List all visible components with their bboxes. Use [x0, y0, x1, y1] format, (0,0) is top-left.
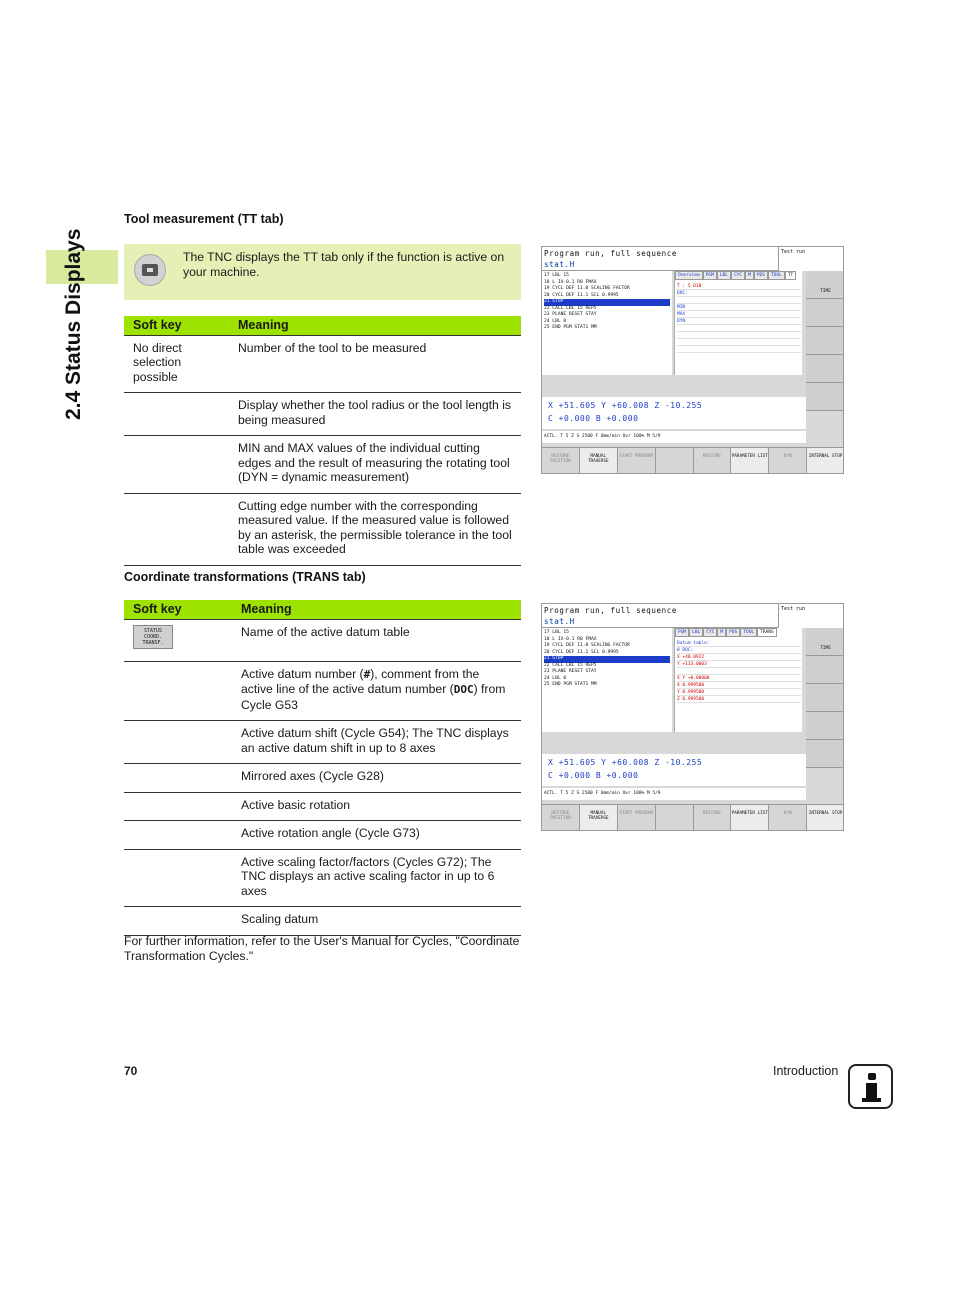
status-panel [674, 271, 802, 375]
softkey-parameter-list: PARAMETER LIST [731, 805, 769, 831]
program-line: 17 LBL 15 [544, 273, 569, 278]
program-line: 24 LBL 0 [544, 675, 567, 681]
screen-title-line2: stat.H [544, 617, 575, 626]
program-line: 18 L IX-0.1 R0 FMAX [544, 279, 597, 285]
chapter-name: Introduction [773, 1064, 839, 1078]
program-line-active: 21 STOP [544, 656, 670, 663]
softkey-cell [124, 436, 229, 494]
program-listing [542, 271, 672, 375]
tnc-screen-tt [541, 246, 844, 474]
softkey-restore-position: RESTORE POSITION [542, 448, 580, 474]
side-softkey-time: TIME [806, 271, 844, 299]
softkey-restore-position: RESTORE POSITION [542, 805, 580, 831]
meaning-cell: Active datum shift (Cycle G54); The TNC displays an active datum shift in up to 8 axes [232, 721, 521, 764]
softkey-cell [124, 764, 232, 793]
table-row [124, 821, 521, 850]
further-info-text: For further information, refer to the User's Manual for Cycles, "Coordinate Transformation Cycles." [124, 934, 520, 963]
meaning-cell: Name of the active datum table [232, 619, 521, 661]
program-line: 22 CALL LBL 15 REP5 [544, 305, 597, 311]
program-line-active: 21 STOP [544, 299, 670, 306]
program-line: 18 L IX-0.1 R0 FMAX [544, 636, 597, 642]
softkey-cell [124, 821, 232, 850]
softkey-blank [656, 805, 694, 831]
grid-row: 0 DOC: [677, 647, 801, 654]
tab-lbl: LBL [689, 628, 703, 637]
program-line: 17 LBL 15 [544, 630, 569, 635]
actual-values-bar: ACTL. T 5 Z S 2500 F 0mm/min Ovr 100% M 5/9 [542, 431, 806, 443]
table-row [124, 849, 521, 907]
side-softkey [806, 383, 844, 411]
position-line: C +0.000 B +0.000 [548, 414, 639, 423]
actual-values-bar: ACTL. T 5 Z S 2500 F 0mm/min Ovr 100% M 5/9 [542, 788, 806, 800]
position-line: C +0.000 B +0.000 [548, 771, 639, 780]
program-line: 19 CYCL DEF 11.0 SCALING FACTOR [544, 286, 630, 291]
note-box [124, 244, 521, 300]
grid-row: DOC: [677, 290, 801, 297]
table-row [124, 661, 521, 721]
grid-row: MAX [677, 311, 801, 318]
grid-row: X +40.0922 [677, 654, 801, 661]
softkey-cell [124, 493, 229, 565]
tab-tool: TOOL [768, 271, 785, 280]
meaning-text: ) from Cycle G53 [241, 682, 506, 712]
softkey-dyn: DYN [769, 805, 807, 831]
meaning-cell: Active basic rotation [232, 792, 521, 821]
softkey-restore: RESTORE [694, 448, 732, 474]
softkey-cell [124, 661, 232, 721]
table-row [124, 764, 521, 793]
grid-row: MIN [677, 304, 801, 311]
tab-tool: TOOL [740, 628, 757, 637]
side-softkey-time: TIME [806, 628, 844, 656]
grid-row [677, 668, 801, 675]
tt-grid [677, 283, 801, 371]
meaning-cell: Number of the tool to be measured [229, 335, 521, 393]
grid-row: Y 0.999500 [677, 689, 801, 696]
table-row [124, 907, 521, 936]
program-line: 23 PLANE RESET STAY [544, 312, 597, 317]
softkey-manual-traverse: MANUAL TRAVERSE [580, 448, 618, 474]
meaning-text: ), comment from the active line of the active datum number ( [241, 666, 480, 696]
status-coord-transf-softkey: STATUS COORD. TRANSF. [133, 625, 173, 649]
status-panel [674, 628, 802, 732]
meaning-cell: Mirrored axes (Cycle G28) [232, 764, 521, 793]
program-line: 25 END PGM STAT1 MM [544, 325, 597, 330]
screen-title-line1: Program run, full sequence [544, 249, 677, 258]
tab-lbl: LBL [717, 271, 731, 280]
softkey-parameter-list: PARAMETER LIST [731, 448, 769, 474]
softkey-cell [124, 792, 232, 821]
tab-pgm: PGM [675, 628, 689, 637]
table-header [124, 600, 521, 619]
meaning-cell [232, 661, 521, 721]
screen-mode: Test run [778, 247, 844, 271]
grid-row: Y +133.0003 [677, 661, 801, 668]
tab-pgm: PGM [703, 271, 717, 280]
grid-row: X 0.999500 [677, 682, 801, 689]
program-line: 25 END PGM STAT1 MM [544, 682, 597, 687]
screen-softkey-row [542, 447, 844, 474]
screen-side-softkeys [806, 271, 844, 474]
table-row [124, 493, 521, 565]
table-row [124, 721, 521, 764]
tab-pos: POS [726, 628, 740, 637]
tab-m: M [717, 628, 726, 637]
tnc-screen-trans [541, 603, 844, 831]
tab-tt: TT [785, 271, 796, 280]
position-line: X +51.605 Y +60.008 Z -10.255 [548, 758, 703, 767]
col-softkey: Soft key [124, 600, 232, 619]
side-softkey [806, 684, 844, 712]
table-row [124, 792, 521, 821]
col-softkey: Soft key [124, 316, 229, 335]
screen-title-line1: Program run, full sequence [544, 606, 677, 615]
softkey-cell [124, 619, 232, 661]
hash-symbol: # [363, 667, 371, 681]
tab-cyc: CYC [703, 628, 717, 637]
softkey-start-program: START PROGRAM [618, 448, 656, 474]
grid-row: Datum table: [677, 640, 801, 647]
softkey-manual-traverse: MANUAL TRAVERSE [580, 805, 618, 831]
trans-heading: Coordinate transformations (TRANS tab) [124, 570, 366, 584]
softkey-cell [124, 849, 232, 907]
program-line: 22 CALL LBL 15 REP5 [544, 662, 597, 668]
side-softkey [806, 712, 844, 740]
info-icon [848, 1064, 893, 1109]
meaning-cell: MIN and MAX values of the individual cutting edges and the result of measuring the rotating tool (DYN = dynamic measurement) [229, 436, 521, 494]
side-softkey [806, 656, 844, 684]
position-display [542, 397, 806, 429]
status-tabs [675, 271, 802, 280]
screen-softkey-row [542, 804, 844, 831]
softkey-start-program: START PROGRAM [618, 805, 656, 831]
tab-m: M [745, 271, 754, 280]
program-line: 20 CYCL DEF 11.1 SCL 0.9995 [544, 292, 619, 298]
machine-info-icon [134, 254, 166, 286]
softkey-cell: No direct selection possible [124, 335, 229, 393]
tt-table [124, 316, 521, 566]
grid-row: DYN [677, 318, 801, 325]
side-softkey [806, 740, 844, 768]
table-row [124, 619, 521, 661]
softkey-cell [124, 393, 229, 436]
grid-row: T : 5 D10 [677, 283, 801, 290]
program-listing [542, 628, 672, 732]
doc-symbol: DOC [453, 683, 474, 696]
tt-heading: Tool measurement (TT tab) [124, 212, 284, 226]
table-row [124, 393, 521, 436]
page-number: 70 [124, 1064, 138, 1078]
status-tabs [675, 628, 802, 637]
softkey-blank [656, 448, 694, 474]
table-header [124, 316, 521, 335]
screen-mode: Test run [778, 604, 844, 628]
program-line: 23 PLANE RESET STAY [544, 669, 597, 674]
softkey-internal-stop: INTERNAL STOP [807, 448, 844, 474]
table-row [124, 335, 521, 393]
tab-pos: POS [754, 271, 768, 280]
meaning-cell: Cutting edge number with the corresponding measured value. If the measured value is followed by an asterisk, the permissible tolerance in the tool table was exceeded [229, 493, 521, 565]
side-softkey [806, 299, 844, 327]
softkey-dyn: DYN [769, 448, 807, 474]
side-softkey [806, 355, 844, 383]
tab-trans: TRANS [757, 628, 777, 637]
screen-side-softkeys [806, 628, 844, 831]
softkey-internal-stop: INTERNAL STOP [807, 805, 844, 831]
meaning-cell: Active scaling factor/factors (Cycles G72); The TNC displays an active scaling factor in up to 6 axes [232, 849, 521, 907]
trans-table [124, 600, 521, 936]
side-softkey [806, 327, 844, 355]
trans-grid [677, 640, 801, 728]
program-line: 19 CYCL DEF 11.0 SCALING FACTOR [544, 643, 630, 648]
col-meaning: Meaning [232, 600, 521, 619]
screen-title [542, 247, 778, 271]
position-line: X +51.605 Y +60.008 Z -10.255 [548, 401, 703, 410]
position-display [542, 754, 806, 786]
softkey-cell [124, 907, 232, 936]
table-row [124, 436, 521, 494]
meaning-text: Active datum number ( [241, 666, 364, 681]
col-meaning: Meaning [229, 316, 521, 335]
screen-title [542, 604, 778, 628]
tab-cyc: CYC [731, 271, 745, 280]
softkey-restore: RESTORE [694, 805, 732, 831]
tab-overview: Overview [675, 271, 703, 280]
softkey-cell [124, 721, 232, 764]
note-text: The TNC displays the TT tab only if the function is active on your machine. [183, 250, 505, 279]
meaning-cell: Display whether the tool radius or the tool length is being measured [229, 393, 521, 436]
grid-row [677, 297, 801, 304]
screen-title-line2: stat.H [544, 260, 575, 269]
grid-row: Z 0.999500 [677, 696, 801, 703]
grid-row: X Y +0.00000 [677, 675, 801, 682]
section-title-vertical: 2.4 Status Displays [62, 228, 85, 420]
meaning-cell: Active rotation angle (Cycle G73) [232, 821, 521, 850]
program-line: 24 LBL 0 [544, 318, 567, 324]
program-line: 20 CYCL DEF 11.1 SCL 0.9995 [544, 649, 619, 655]
meaning-cell: Scaling datum [232, 907, 521, 936]
